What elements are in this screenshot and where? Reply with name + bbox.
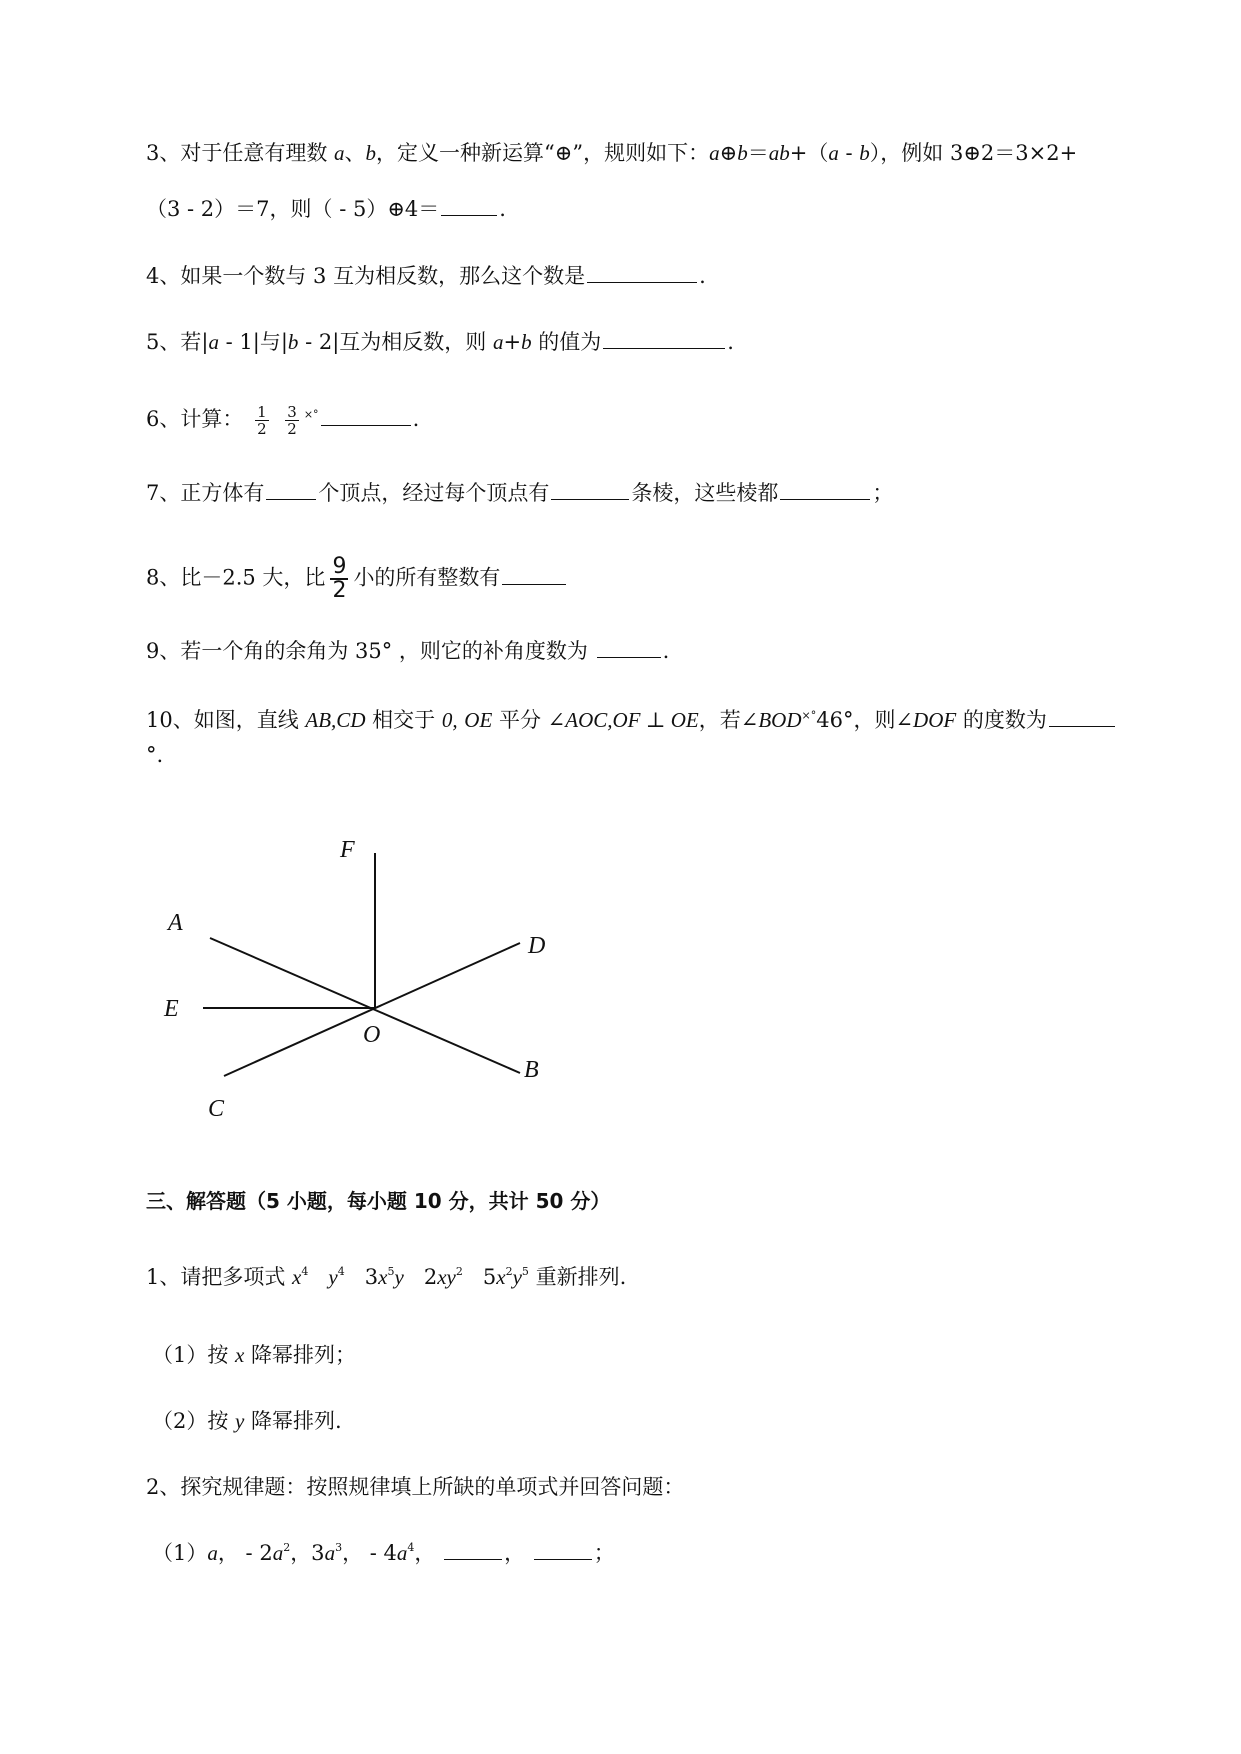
label-o: O bbox=[363, 1022, 381, 1048]
answer-blank[interactable] bbox=[1049, 706, 1115, 727]
fraction-numerator: 9 bbox=[332, 554, 347, 579]
q8-text: 小的所有整数有 bbox=[353, 565, 501, 590]
answer-blank[interactable] bbox=[444, 1539, 502, 1560]
q3-var-b: b bbox=[365, 141, 377, 165]
q5-plus: + bbox=[503, 330, 522, 354]
q9-text: 9、若一个角的余角为 35° ，则它的补角度数为 bbox=[146, 639, 595, 663]
question-10-line-2 bbox=[146, 740, 163, 770]
question-5 bbox=[146, 327, 734, 357]
a1-text: （2）按 bbox=[152, 1409, 236, 1433]
a1-exp: 4 bbox=[337, 1265, 345, 1278]
question-10-line-1 bbox=[146, 701, 1117, 735]
label-e: E bbox=[164, 996, 179, 1022]
a1-math: x bbox=[496, 1265, 506, 1289]
q4-text: 4、如果一个数与 3 互为相反数，那么这个数是 bbox=[146, 264, 586, 288]
q5-var-b: b bbox=[521, 330, 532, 354]
q3-var-a: a bbox=[334, 141, 345, 165]
q6-label: 6、计算： bbox=[146, 407, 244, 431]
answer-question-2: 2、探究规律题：按照规律填上所缺的单项式并回答问题： bbox=[146, 1475, 685, 1499]
fraction-denominator: 2 bbox=[287, 420, 297, 438]
answer-question-1-part-2 bbox=[152, 1406, 342, 1436]
fraction-numerator: 3 bbox=[287, 403, 297, 421]
a1-var: x bbox=[235, 1343, 245, 1367]
answer-blank[interactable] bbox=[534, 1539, 592, 1560]
a1-exp: 5 bbox=[521, 1265, 529, 1278]
answer-blank[interactable] bbox=[587, 262, 697, 283]
a1-math: x bbox=[378, 1265, 388, 1289]
a1-text: （1）按 bbox=[152, 1343, 236, 1367]
answer-blank[interactable] bbox=[603, 328, 725, 349]
q10-math: ∠AOC,OF ⊥ OE bbox=[547, 708, 699, 732]
question-4 bbox=[146, 261, 706, 291]
question-6 bbox=[146, 400, 419, 437]
answer-blank[interactable] bbox=[321, 405, 411, 426]
q3-var-a: a bbox=[828, 141, 839, 165]
q7-text: 7、正方体有 bbox=[146, 481, 265, 505]
answer-blank[interactable] bbox=[441, 195, 497, 216]
q10-math: ∠DOF bbox=[895, 708, 957, 732]
q6-symbol: ×° bbox=[303, 408, 319, 421]
q3-var-b: b bbox=[737, 141, 748, 165]
a2-math: a bbox=[396, 1541, 408, 1565]
a2-text: （1） bbox=[152, 1541, 208, 1565]
question-3-line-2 bbox=[146, 194, 506, 224]
a2-text: ，3 bbox=[290, 1541, 325, 1565]
answer-blank[interactable] bbox=[551, 479, 629, 500]
q10-end: °. bbox=[146, 743, 164, 767]
q10-math: ∠BOD bbox=[740, 708, 802, 732]
q10-text: 平分 bbox=[492, 708, 548, 732]
a1-coef: 3 bbox=[364, 1265, 379, 1289]
answer-blank[interactable] bbox=[780, 479, 870, 500]
q10-text: 相交于 bbox=[365, 708, 442, 732]
answer-blank[interactable] bbox=[502, 564, 566, 585]
q3-text: +（ bbox=[789, 141, 829, 165]
q5-text: - 1|与| bbox=[218, 330, 288, 354]
fraction-denominator: 2 bbox=[332, 578, 347, 603]
a1-exp: 4 bbox=[301, 1265, 309, 1278]
q6-end: . bbox=[412, 407, 420, 431]
q3-var-a: a bbox=[709, 141, 720, 165]
a2-exp: 2 bbox=[283, 1541, 291, 1554]
a2-math: a bbox=[272, 1541, 284, 1565]
q5-end: . bbox=[727, 330, 734, 354]
question-8 bbox=[146, 556, 568, 602]
q10-math: OE bbox=[464, 708, 493, 732]
q3-minus: - bbox=[838, 141, 860, 165]
q4-end: . bbox=[699, 264, 706, 288]
a2-exp: 3 bbox=[335, 1541, 343, 1554]
label-a: A bbox=[168, 910, 183, 936]
a1-math: y bbox=[328, 1265, 338, 1289]
q3-var-ab: ab bbox=[768, 141, 790, 165]
q3-text: 3、对于任意有理数 bbox=[146, 141, 335, 165]
q5-text: 的值为 bbox=[531, 330, 602, 354]
section-heading: 三、解答题（5 小题，每小题 10 分，共计 50 分） bbox=[146, 1189, 611, 1213]
geometry-figure bbox=[150, 830, 570, 1130]
a1-exp: 2 bbox=[505, 1265, 513, 1278]
label-b: B bbox=[524, 1057, 539, 1083]
q10-symbol: ×° bbox=[801, 709, 817, 722]
question-9 bbox=[146, 636, 669, 666]
a2-text: ， bbox=[414, 1541, 436, 1565]
q5-text: 5、若| bbox=[146, 330, 209, 354]
q10-math: AB,CD bbox=[305, 708, 366, 732]
q3-var-b: b bbox=[859, 141, 870, 165]
fraction-nine-halves bbox=[330, 556, 348, 602]
q3-end: . bbox=[499, 197, 506, 221]
a1-text: 降幂排列. bbox=[244, 1409, 342, 1433]
a1-math: y bbox=[512, 1265, 522, 1289]
a2-end: ； bbox=[593, 1541, 615, 1565]
label-d: D bbox=[528, 933, 546, 959]
answer-question-1-part-1 bbox=[152, 1340, 356, 1370]
fraction-numerator: 1 bbox=[257, 403, 267, 421]
a2-math: a bbox=[207, 1541, 218, 1565]
a2-text: ， - 2 bbox=[217, 1541, 273, 1565]
answer-question-1 bbox=[146, 1262, 626, 1292]
a1-text: 降幂排列； bbox=[244, 1343, 357, 1367]
a1-math: y bbox=[394, 1265, 404, 1289]
q5-var-a: a bbox=[208, 330, 219, 354]
q3-text: 、 bbox=[344, 141, 366, 165]
q8-text: 8、比－2.5 大，比 bbox=[146, 565, 326, 590]
a2-sep: ， bbox=[504, 1541, 526, 1565]
q10-text: ，若 bbox=[698, 708, 741, 732]
q9-end: . bbox=[662, 639, 670, 663]
label-f: F bbox=[340, 837, 355, 863]
question-3-line-1 bbox=[146, 138, 1077, 168]
q3-text: ），例如 3⊕2＝3×2+ bbox=[869, 141, 1078, 165]
fraction-one-half bbox=[255, 404, 269, 437]
q10-text: 10、如图，直线 bbox=[146, 708, 306, 732]
q5-text: - 2|互为相反数，则 bbox=[298, 330, 493, 354]
q7-text: 条棱，这些棱都 bbox=[631, 481, 779, 505]
a1-text: 重新排列. bbox=[535, 1265, 627, 1289]
q7-end: ； bbox=[872, 481, 894, 505]
answer-blank[interactable] bbox=[266, 479, 316, 500]
a1-text: 1、请把多项式 bbox=[146, 1265, 293, 1289]
a1-exp: 5 bbox=[387, 1265, 395, 1278]
a2-exp: 4 bbox=[407, 1541, 415, 1554]
answer-blank[interactable] bbox=[597, 637, 661, 658]
question-7 bbox=[146, 478, 893, 508]
a1-coef: 5 bbox=[482, 1265, 497, 1289]
q10-text: 46°，则 bbox=[816, 708, 896, 732]
q7-text: 个顶点，经过每个顶点有 bbox=[318, 481, 550, 505]
q10-math: 0, bbox=[441, 708, 458, 732]
q3-text: ，定义一种新运算“⊕”，规则如下： bbox=[376, 141, 710, 165]
q10-text: 的度数为 bbox=[956, 708, 1047, 732]
a1-exp: 2 bbox=[455, 1265, 463, 1278]
a1-math: xy bbox=[437, 1265, 456, 1289]
a1-coef: 2 bbox=[423, 1265, 438, 1289]
a2-math: a bbox=[324, 1541, 336, 1565]
line-ab bbox=[210, 938, 520, 1073]
q5-var-b: b bbox=[287, 330, 299, 354]
a1-math: x bbox=[292, 1265, 302, 1289]
a2-text: ， - 4 bbox=[342, 1541, 397, 1565]
fraction-denominator: 2 bbox=[257, 420, 267, 438]
q3-text: （3 - 2）＝7，则（ - 5）⊕4＝ bbox=[146, 197, 440, 221]
answer-question-2-part-1 bbox=[152, 1538, 615, 1568]
q3-eq: ＝ bbox=[747, 141, 769, 165]
q3-op: ⊕ bbox=[719, 141, 738, 165]
q5-var-a: a bbox=[492, 330, 504, 354]
label-c: C bbox=[208, 1096, 225, 1122]
fraction-three-halves bbox=[285, 404, 299, 437]
a1-var: y bbox=[235, 1409, 245, 1433]
